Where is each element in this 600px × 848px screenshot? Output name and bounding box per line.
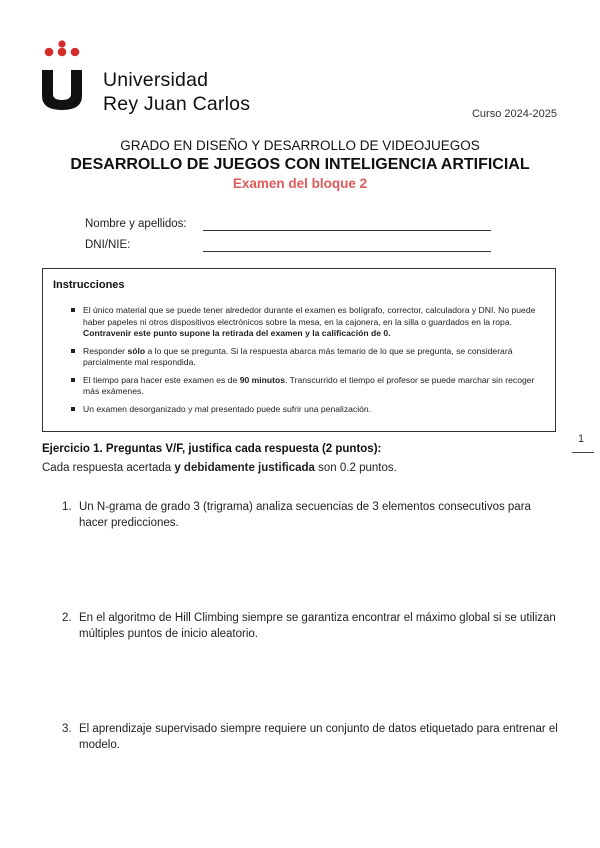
question-text: En el algoritmo de Hill Climbing siempre se garantiza encontrar el máximo global si se utilizan múltiples puntos de inicio aleatorio.: [79, 612, 556, 640]
question-number: 1.: [62, 501, 72, 513]
instruction-item: El único material que se puede tener alrededor durante el examen es bolígrafo, corrector, calculadora y DNI. No puede haber papeles ni otros dispositivos electrónicos sobre la mesa, en la cajonera, en la silla o guardados en la ropa. Contravenir este punto supone la retirada del examen y la calificación de 0.: [71, 305, 551, 340]
logo-dot-left: [45, 48, 54, 57]
instruction-item: Responder sólo a lo que se pregunta. Si la respuesta abarca más temario de lo que se pregunta, se considerará parcialmente mal respondida.: [71, 346, 551, 369]
dni-label: DNI/NIE:: [85, 239, 131, 251]
bullet-icon: [71, 378, 75, 382]
name-field[interactable]: [203, 230, 491, 231]
course-year: Curso 2024-2025: [471, 108, 557, 120]
university-logo: [40, 40, 84, 110]
subject-title: DESARROLLO DE JUEGOS CON INTELIGENCIA ARTIFICIAL: [70, 156, 530, 173]
page-number-rule: [572, 452, 594, 453]
instructions-title: Instrucciones: [53, 279, 125, 291]
exercise-title: Ejercicio 1. Preguntas V/F, justifica cada respuesta (2 puntos):: [42, 443, 382, 455]
bullet-icon: [71, 349, 75, 353]
exam-title: Examen del bloque 2: [232, 176, 368, 191]
instructions-box: [42, 268, 556, 432]
logo-u-shape: [42, 70, 82, 110]
university-name-line2: Rey Juan Carlos: [103, 93, 251, 115]
instructions-list: [71, 305, 551, 421]
question-number: 2.: [62, 612, 72, 624]
logo-dot-top: [58, 40, 65, 47]
bullet-icon: [71, 308, 75, 312]
instruction-item: El tiempo para hacer este examen es de 90 minutos. Transcurrido el tiempo el profesor se puede marchar sin recoger más exámenes.: [71, 375, 551, 398]
university-name: [103, 68, 250, 116]
logo-dot-middle: [58, 48, 67, 57]
exam-titles: [0, 137, 600, 193]
university-name-line1: Universidad: [103, 69, 209, 91]
logo-dot-right: [71, 48, 80, 57]
question-number: 3.: [62, 723, 72, 735]
bullet-icon: [71, 407, 75, 411]
question-text: Un N-grama de grado 3 (trigrama) analiza secuencias de 3 elementos consecutivos para hacer predicciones.: [79, 501, 531, 529]
dni-field[interactable]: [203, 251, 491, 252]
exercise-subtitle: Cada respuesta acertada y debidamente justificada son 0.2 puntos.: [42, 462, 397, 474]
degree-title: GRADO EN DISEÑO Y DESARROLLO DE VIDEOJUEGOS: [120, 138, 480, 153]
instruction-item: Un examen desorganizado y mal presentado puede sufrir una penalización.: [71, 404, 551, 416]
name-label: Nombre y apellidos:: [85, 218, 187, 230]
page-number: 1: [578, 433, 585, 445]
question-text: El aprendizaje supervisado siempre requiere un conjunto de datos etiquetado para entrenar el modelo.: [79, 723, 558, 751]
